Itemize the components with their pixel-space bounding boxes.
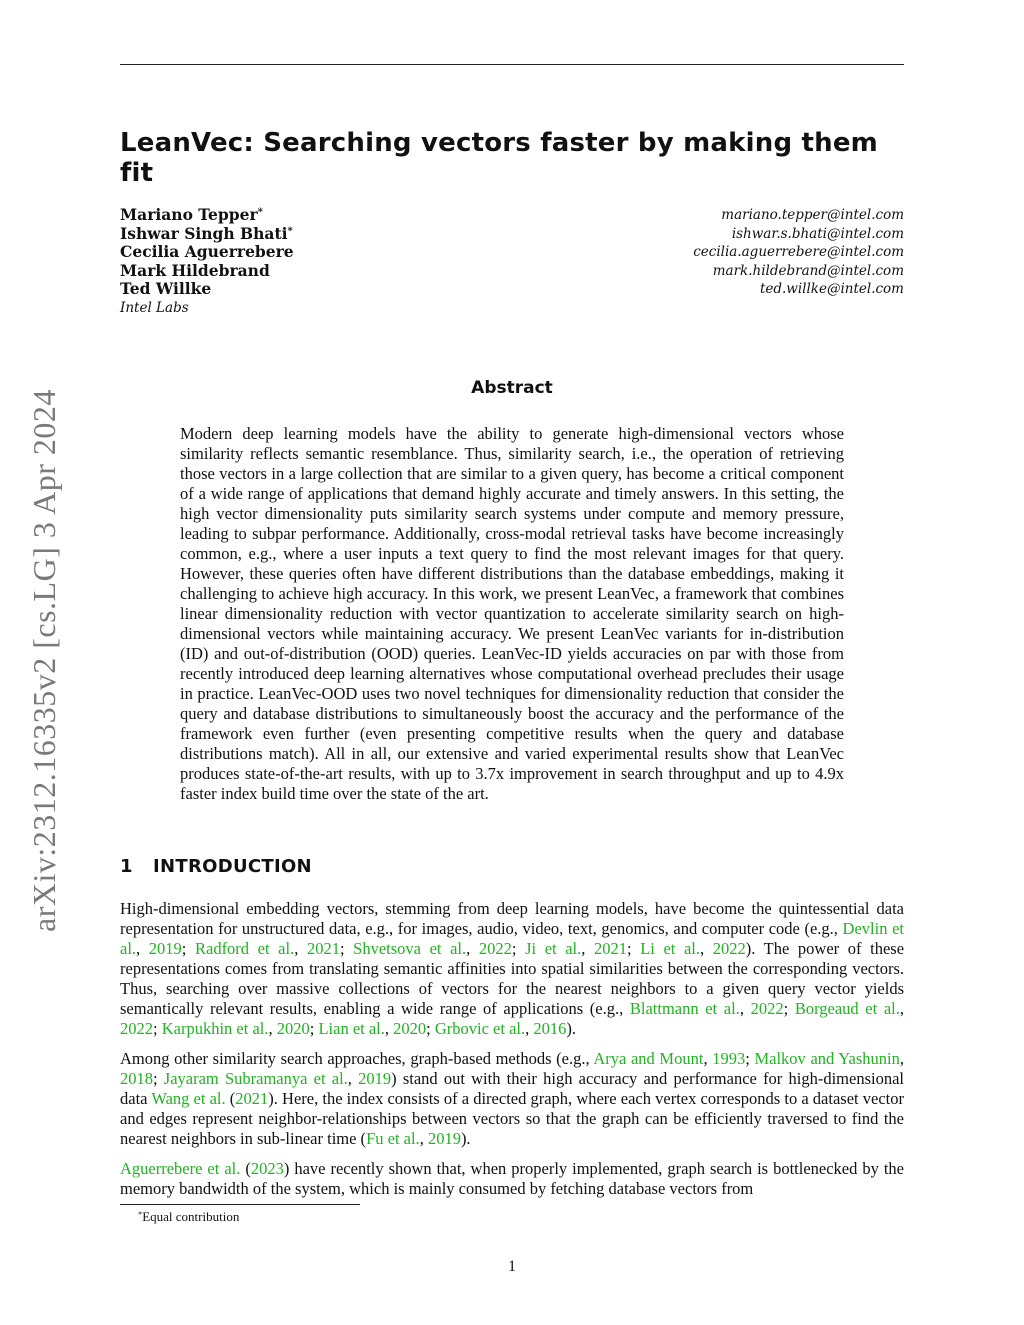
author-row: [120, 243, 904, 262]
footnote-mark: *: [138, 1208, 143, 1219]
citation-link[interactable]: 2021: [306, 939, 340, 958]
paragraph: [120, 899, 904, 1039]
abstract-heading: Abstract: [471, 378, 553, 398]
citation-link[interactable]: Li et al.: [640, 939, 701, 958]
text-run: ).: [566, 1019, 576, 1038]
text-run: ) stand out with their high accuracy and performance for high-dimensional data: [120, 1069, 904, 1108]
arxiv-identifier: arXiv:2312.16335v2 [cs.LG] 3 Apr 2024: [26, 389, 62, 932]
citation-link[interactable]: Blattmann et al.: [629, 999, 740, 1018]
citation-link[interactable]: 2022: [120, 1019, 153, 1038]
author-block: [120, 206, 904, 317]
section-number: 1: [120, 856, 133, 877]
citation-link[interactable]: 2019: [148, 939, 182, 958]
text-run: Among other similarity search approaches, graph-based methods (e.g.,: [120, 1049, 594, 1068]
text-run: ,: [347, 1069, 359, 1088]
section-title: INTRODUCTION: [153, 856, 312, 877]
citation-link[interactable]: 2018: [120, 1069, 153, 1088]
text-run: ;: [153, 1019, 162, 1038]
text-run: ,: [899, 999, 904, 1018]
citation-link[interactable]: Arya and Mount: [593, 1049, 704, 1068]
citation-link[interactable]: 2022: [712, 939, 746, 958]
citation-link[interactable]: 2021: [235, 1089, 269, 1108]
author-email[interactable]: cecilia.aguerrebere@intel.com: [693, 244, 904, 260]
author-row: [120, 262, 904, 281]
paragraph: [120, 1159, 904, 1199]
citation-link[interactable]: Aguerrebere et al.: [120, 1159, 241, 1178]
text-run: High-dimensional embedding vectors, stemming from deep learning models, have become the quintessential data representation for unstructured data, e.g., for images, audio, video, text, genomics, and computer code (e.g.,: [120, 899, 904, 938]
citation-link[interactable]: 2022: [478, 939, 512, 958]
text-run: ;: [511, 939, 526, 958]
author-email[interactable]: mariano.tepper@intel.com: [721, 207, 904, 223]
text-run: ) have recently shown that, when properly implemented, graph search is bottlenecked by the memory bandwidth of the system, which is mainly consumed by fetching database vectors from: [120, 1159, 905, 1198]
citation-link[interactable]: Borgeaud et al.: [794, 999, 900, 1018]
text-run: ,: [581, 939, 594, 958]
text-run: ;: [745, 1049, 755, 1068]
abstract-text: Modern deep learning models have the ability to generate high-dimensional vectors whose similarity reflects semantic resemblance. Thus, similarity search, i.e., the operation of retrieving those vectors in a large collection that are similar to a given query, has become a critical component of a wide range of applications that demand highly accurate and timely answers. In this setting, the high vector dimensionality puts similarity search systems under compute and memory pressure, leading to subpar performance. Additionally, cross-modal retrieval tasks have become increasingly common, e.g., where a user inputs a text query to find the most relevant images for that query. However, these queries often have different distributions than the database embeddings, making it challenging to achieve high accuracy. In this work, we present LeanVec, a framework that combines linear dimensionality reduction with vector quantization to accelerate similarity search on high-dimensional vectors while maintaining accuracy. We present LeanVec variants for in-distribution (ID) and out-of-distribution (OOD) queries. LeanVec-ID yields accuracies on par with those from recently introduced deep learning alternatives whose computational overhead precludes their usage in practice. LeanVec-OOD uses two novel techniques for dimensionality reduction that consider the query and database distributions to simultaneously boost the accuracy and the performance of the framework even further (even presenting competitive results when the query and database distributions match). All in all, our extensive and varied experimental results show that LeanVec produces state-of-the-art results, with up to 3.7x improvement in search throughput and up to 4.9x faster index build time over the state of the art.: [180, 424, 844, 803]
text-run: ).: [460, 1129, 471, 1148]
author-row: [120, 225, 904, 244]
header-rule: [120, 64, 904, 65]
citation-link[interactable]: 2021: [593, 939, 627, 958]
author-name: Ishwar Singh Bhati*: [120, 223, 293, 243]
text-run: ;: [309, 1019, 319, 1038]
author-row: [120, 206, 904, 225]
section-heading: [120, 856, 312, 877]
author-name: Ted Willke: [120, 279, 212, 298]
citation-link[interactable]: 2019: [358, 1069, 392, 1088]
citation-link[interactable]: Radford et al.: [194, 939, 295, 958]
citation-link[interactable]: 2020: [393, 1019, 427, 1038]
text-run: ,: [703, 1049, 713, 1068]
text-run: ,: [525, 1019, 534, 1038]
text-run: ;: [626, 939, 641, 958]
footnote: [138, 1209, 239, 1225]
citation-link[interactable]: Ji et al.: [525, 939, 582, 958]
author-name: Mariano Tepper*: [120, 205, 263, 224]
text-run: ,: [899, 1049, 905, 1068]
author-row: [120, 280, 904, 299]
introduction-body: [120, 899, 904, 1209]
text-run: ,: [384, 1019, 394, 1038]
text-run: ,: [268, 1019, 277, 1038]
citation-link[interactable]: 2020: [276, 1019, 310, 1038]
footnote-text: Equal contribution: [142, 1209, 240, 1224]
text-run: ;: [783, 999, 795, 1018]
citation-link[interactable]: Lian et al.: [318, 1019, 385, 1038]
citation-link[interactable]: 2023: [250, 1159, 284, 1178]
page-number: 1: [508, 1258, 516, 1275]
citation-link[interactable]: 2019: [427, 1129, 461, 1148]
citation-link[interactable]: Grbovic et al.: [434, 1019, 526, 1038]
text-run: ,: [136, 939, 149, 958]
text-run: ;: [153, 1069, 164, 1088]
citation-link[interactable]: Malkov and Yashunin: [754, 1049, 900, 1068]
text-run: ). The power of these representations comes from translating semantic affinities into spatial similarities between the corresponding vectors. Thus, searching over massive collections of vectors for the nearest neighbors to a given query vector yields semantically relevant results, enabling a wide range of applications (e.g.,: [120, 939, 905, 1018]
citation-link[interactable]: Devlin et al.: [120, 919, 904, 958]
citation-link[interactable]: 2016: [533, 1019, 567, 1038]
citation-link[interactable]: Jayaram Subramanya et al.: [163, 1069, 348, 1088]
citation-link[interactable]: Shvetsova et al.: [353, 939, 467, 958]
text-run: ;: [181, 939, 195, 958]
author-email[interactable]: ishwar.s.bhati@intel.com: [731, 225, 904, 242]
text-run: ;: [426, 1019, 435, 1038]
citation-link[interactable]: Wang et al.: [151, 1089, 226, 1108]
author-email[interactable]: ted.willke@intel.com: [759, 281, 904, 297]
citation-link[interactable]: 1993: [712, 1049, 746, 1068]
text-run: (: [240, 1159, 251, 1178]
text-run: ,: [419, 1129, 428, 1148]
citation-link[interactable]: Fu et al.: [366, 1129, 420, 1148]
text-run: ,: [739, 999, 751, 1018]
citation-link[interactable]: 2022: [750, 999, 784, 1018]
text-run: (: [225, 1089, 236, 1108]
text-run: ). Here, the index consists of a directed graph, where each vertex corresponds to a dataset vector and edges represent neighbor-relationships between vectors so that the graph can be efficiently traversed to find the nearest neighbors in sub-linear time (: [120, 1089, 904, 1148]
text-run: ,: [466, 939, 479, 958]
footnote-rule: [120, 1204, 360, 1205]
text-run: ,: [294, 939, 307, 958]
paper-title: LeanVec: Searching vectors faster by making them fit: [120, 128, 878, 188]
text-run: ,: [700, 939, 713, 958]
text-run: ;: [339, 939, 354, 958]
author-name: Mark Hildebrand: [120, 260, 270, 280]
author-email[interactable]: mark.hildebrand@intel.com: [712, 262, 904, 279]
paragraph: [120, 1049, 904, 1149]
author-name: Cecilia Aguerrebere: [120, 242, 294, 261]
citation-link[interactable]: Karpukhin et al.: [161, 1019, 269, 1038]
affiliation: Intel Labs: [120, 299, 189, 316]
